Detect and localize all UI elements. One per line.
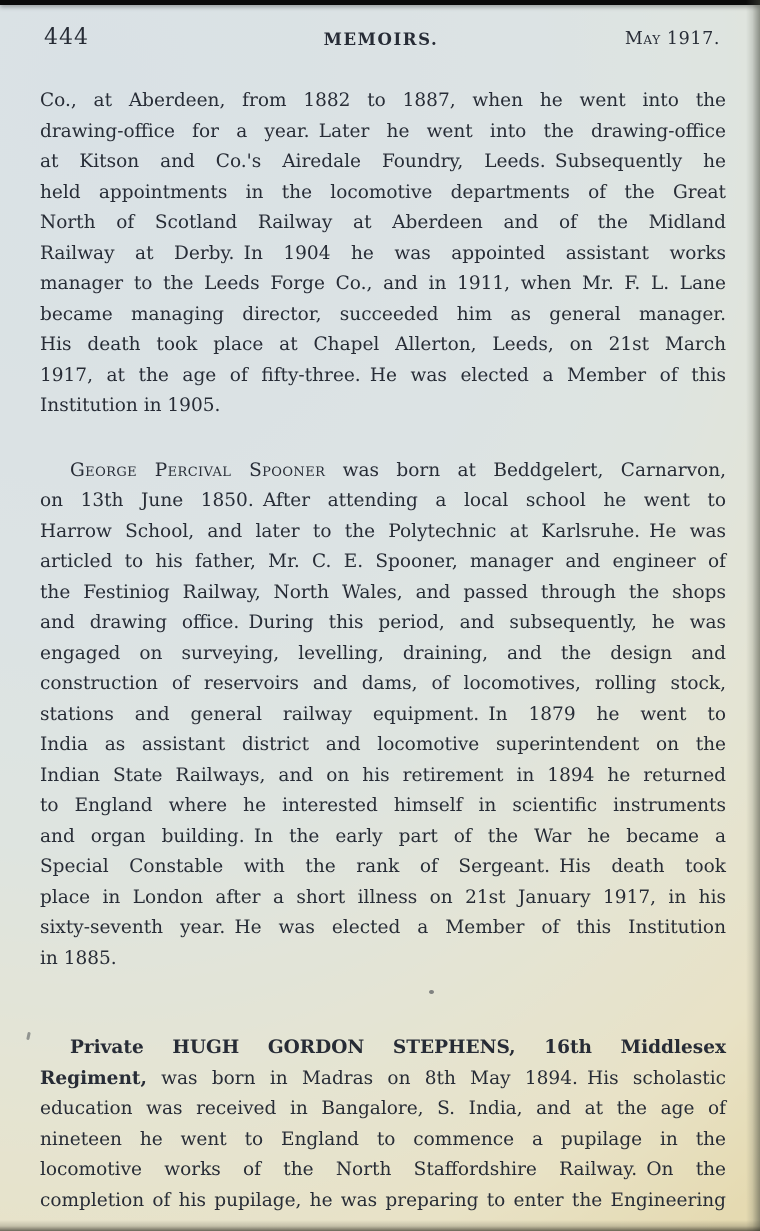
text-line: manager to the Leeds Forge Co., and in 1911, when Mr. F. L. Lane [40, 273, 726, 294]
text-line: Special Constable with the rank of Sergeant. His death took [40, 856, 726, 877]
text-line: Institution in 1905. [40, 395, 221, 416]
text-line: 1917, at the age of fifty-three. He was elected a Member of this [40, 364, 726, 386]
text-line: drawing-office for a year. Later he went into the drawing-office [40, 120, 726, 142]
text-line: nineteen he went to England to commence a pupilage in the [40, 1128, 726, 1150]
text-line: place in London after a short illness on 21st January 1917, in his [40, 886, 726, 908]
text-line: engaged on surveying, levelling, draining, and the design and [40, 642, 726, 664]
text-line: Indian State Railways, and on his retirement in 1894 he returned [40, 764, 726, 786]
text-line: education was received in Bangalore, S. India, and at the age of [40, 1098, 726, 1119]
text-line: the Festiniog Railway, North Wales, and passed through the shops [40, 581, 726, 603]
ink-speck [26, 1032, 31, 1040]
memoir-text [40, 86, 726, 1216]
text-line: stations and general railway equipment. In 1879 he went to [40, 703, 726, 725]
text-line: and organ building. In the early part of the War he became a [40, 825, 726, 847]
text-line: became managing director, succeeded him as general manager. [40, 303, 726, 325]
text-line: construction of reservoirs and dams, of locomotives, rolling stock, [40, 673, 726, 694]
text-run: was born at Beddgelert, Carnarvon, [325, 459, 726, 481]
text-line: Railway at Derby. In 1904 he was appointed assistant works [40, 242, 726, 264]
text-line: India as assistant district and locomotive superintendent on the [40, 734, 726, 755]
text-line: His death took place at Chapel Allerton, Leeds, on 21st March [40, 334, 726, 355]
person-name-spooner: George Percival Spooner [70, 459, 326, 481]
memoir-paragraph-stephens [40, 1033, 726, 1216]
text-line: completion of his pupilage, he was preparing to enter the Engineering [40, 1189, 726, 1211]
person-name-stephens: Private HUGH GORDON STEPHENS, 16th Middlesex [70, 1037, 726, 1058]
text-line: Co., at Aberdeen, from 1882 to 1887, when he went into the [40, 90, 726, 111]
memoir-paragraph-spooner [40, 456, 726, 975]
text-line: on 13th June 1850. After attending a local school he went to [40, 490, 726, 511]
text-line: in 1885. [40, 947, 117, 969]
running-title: MEMOIRS. [323, 30, 439, 49]
text-line: to England where he interested himself in scientific instruments [40, 795, 726, 816]
text-line: locomotive works of the North Staffordshire Railway. On the [40, 1159, 726, 1180]
page-number: 444 [44, 25, 89, 50]
text-line: at Kitson and Co.'s Airedale Foundry, Leeds. Subsequently he [40, 151, 726, 172]
running-head [42, 25, 720, 53]
text-line: articled to his father, Mr. C. E. Spooner, manager and engineer of [40, 551, 726, 572]
text-line [40, 456, 726, 487]
ink-speck [429, 990, 434, 994]
text-line: held appointments in the locomotive departments of the Great [40, 181, 726, 203]
text-line: Harrow School, and later to the Polytechnic at Karlsruhe. He was [40, 520, 726, 542]
text-run: was born in Madras on 8th May 1894. His scholastic [146, 1067, 726, 1089]
text-line: sixty-seventh year. He was elected a Member of this Institution [40, 917, 726, 938]
regiment-name: Regiment, [40, 1067, 147, 1089]
text-line [40, 1064, 726, 1095]
scan-edge-top [0, 0, 760, 5]
text-line: North of Scotland Railway at Aberdeen and of the Midland [40, 212, 726, 233]
scan-edge-right [746, 0, 760, 1231]
issue-date: May 1917. [624, 29, 720, 49]
scan-edge-bottom [0, 1220, 760, 1231]
memoir-paragraph-continuation [40, 86, 726, 422]
text-line: and drawing office. During this period, and subsequently, he was [40, 612, 726, 633]
